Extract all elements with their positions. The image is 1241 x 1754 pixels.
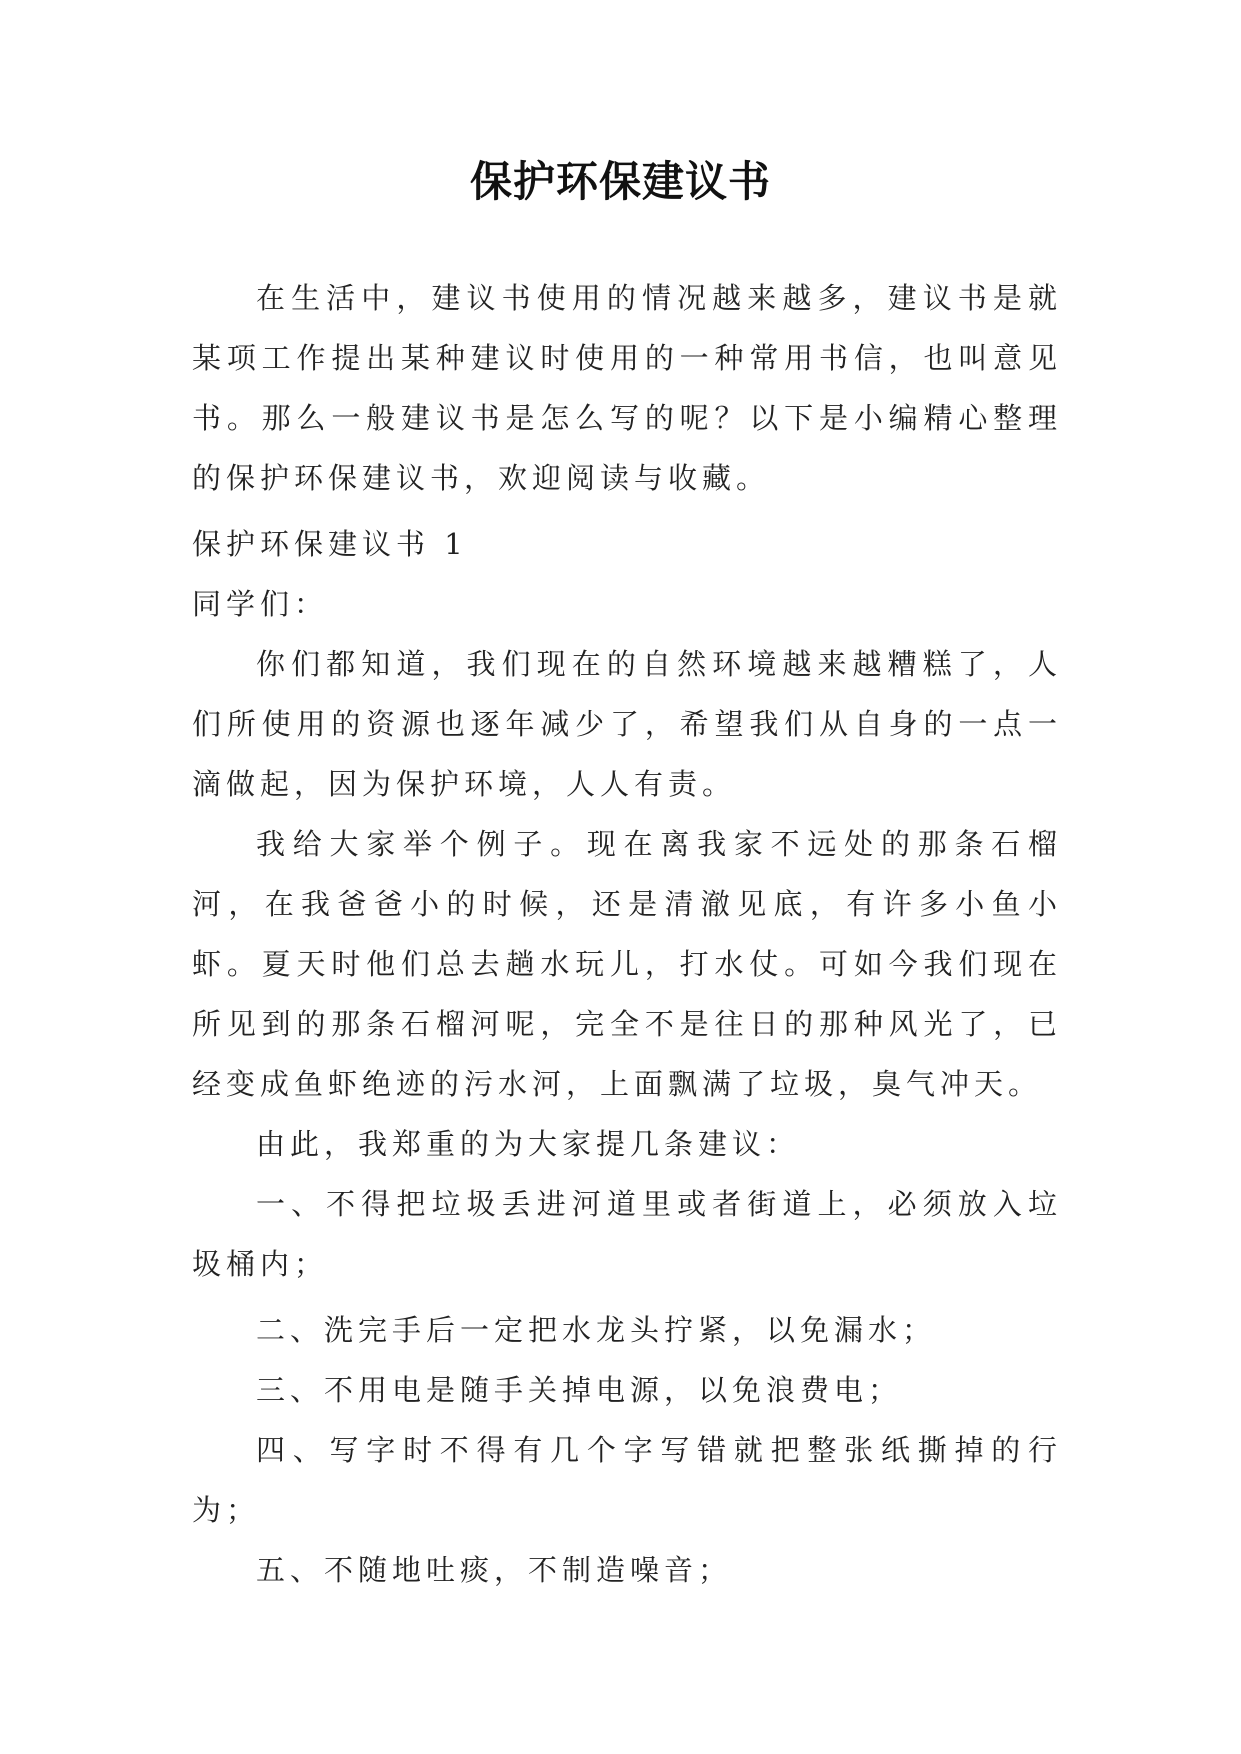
intro-paragraph: 在生活中，建议书使用的情况越来越多，建议书是就某项工作提出某种建议时使用的一种常用书信，也叫意见书。那么一般建议书是怎么写的呢？以下是小编精心整理的保护环保建议书，欢迎阅读与收藏。 — [192, 281, 1062, 495]
intro-block — [192, 268, 1062, 508]
suggestion-item: 一、不得把垃圾丢进河道里或者街道上，必须放入垃圾桶内； — [192, 1187, 1062, 1281]
suggestion-item: 五、不随地吐痰，不制造噪音； — [256, 1553, 733, 1587]
letter-body — [192, 514, 1062, 1600]
section-heading: 保护环保建议书 1 — [192, 527, 468, 561]
document-title: 保护环保建议书 — [469, 157, 771, 206]
body-paragraph: 由此，我郑重的为大家提几条建议： — [256, 1127, 801, 1161]
suggestion-item: 三、不用电是随手关掉电源，以免浪费电； — [256, 1373, 903, 1407]
body-paragraph: 我给大家举个例子。现在离我家不远处的那条石榴河，在我爸爸小的时候，还是清澈见底，有许多小鱼小虾。夏天时他们总去趟水玩儿，打水仗。可如今我们现在所见到的那条石榴河呢，完全不是往日的那种风光了，已经变成鱼虾绝迹的污水河，上面飘满了垃圾，臭气冲天。 — [192, 827, 1062, 1101]
suggestion-item: 二、洗完手后一定把水龙头拧紧，以免漏水； — [256, 1313, 937, 1347]
body-paragraph: 你们都知道，我们现在的自然环境越来越糟糕了，人们所使用的资源也逐年减少了，希望我们从自身的一点一滴做起，因为保护环境，人人有责。 — [192, 647, 1062, 801]
suggestion-item: 四、写字时不得有几个字写错就把整张纸撕掉的行为； — [192, 1433, 1062, 1527]
salutation: 同学们： — [192, 587, 329, 621]
